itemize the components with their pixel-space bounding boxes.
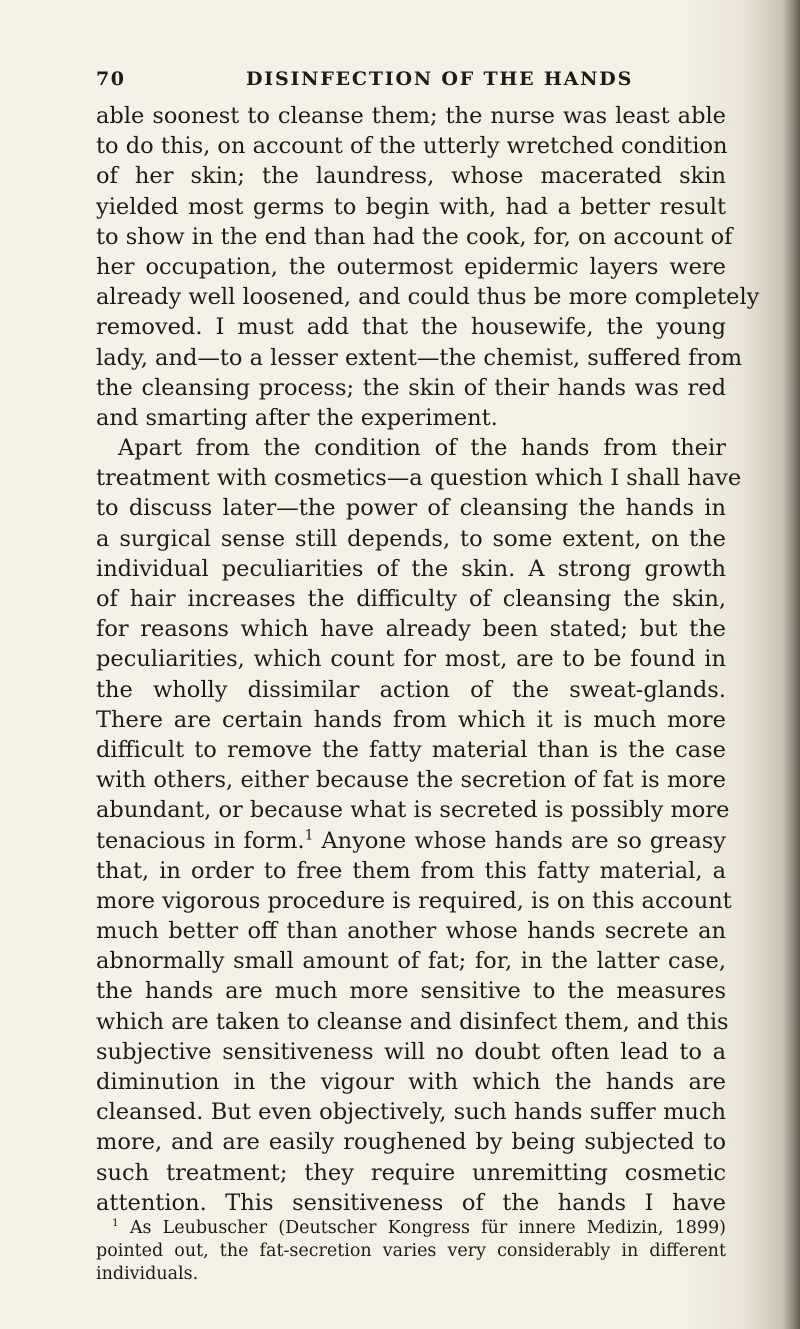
running-title: DISINFECTION OF THE HANDS [246, 68, 634, 90]
footnote-line [96, 1217, 726, 1240]
footnote-reference: 1 [304, 827, 314, 843]
page-number: 70 [96, 68, 126, 90]
page-header [96, 68, 716, 96]
text-line: diminution in the vigour with which the hands are [96, 1069, 726, 1095]
text-line: such treatment; they require unremitting cosmetic [96, 1159, 726, 1186]
body-text [96, 101, 760, 1218]
text-line: and smarting after the experiment. [96, 404, 498, 431]
text-line: treatment with cosmetics—a question which I shall have [96, 465, 742, 492]
text-fragment: tenacious in form. [96, 827, 305, 854]
text-line: of her skin; the laundress, whose macerated skin [96, 163, 726, 190]
text-line: more, and are easily roughened by being subjected to [96, 1129, 726, 1156]
text-line: more vigorous procedure is required, is on this account [96, 887, 732, 914]
text-line: much better off than another whose hands secrete an [96, 918, 726, 945]
text-line: that, in order to free them from this fatty material, a [96, 857, 726, 884]
text-line: cleansed. But even objectively, such hands suffer much [96, 1099, 726, 1126]
text-line: to do this, on account of the utterly wretched condition [96, 133, 728, 160]
footnote-text: As Leubuscher (Deutscher Kongress für innere Medizin, 1899) [129, 1218, 726, 1238]
text-line: removed. I must add that the housewife, the young [96, 314, 726, 341]
text-line: her occupation, the outermost epidermic layers were [96, 253, 726, 280]
text-line: of hair increases the difficulty of cleansing the skin, [96, 586, 726, 612]
footnote [96, 1217, 726, 1286]
text-line: which are taken to cleanse and disinfect them, and this [96, 1008, 729, 1035]
text-line: abnormally small amount of fat; for, in the latter case, [96, 948, 726, 975]
text-line: lady, and—to a lesser extent—the chemist, suffered from [96, 344, 743, 371]
footnote-marker: 1 [112, 1217, 119, 1230]
footnote-line: individuals. [96, 1264, 199, 1284]
text-line: the wholly dissimilar action of the sweat-glands. [96, 676, 726, 703]
text-line: to discuss later—the power of cleansing the hands in [96, 495, 726, 522]
text-line: attention. This sensitiveness of the hands I have [96, 1189, 726, 1216]
text-line: able soonest to cleanse them; the nurse was least able [96, 103, 726, 129]
text-line: subjective sensitiveness will no doubt often lead to a [96, 1038, 726, 1065]
footnote-line: pointed out, the fat-secretion varies very considerably in different [96, 1241, 726, 1261]
paragraph-start-line: Apart from the condition of the hands from their [118, 435, 726, 462]
text-line: already well loosened, and could thus be more completely [96, 284, 760, 311]
page-spine-shadow [782, 0, 800, 1329]
text-line: difficult to remove the fatty material than is the case [96, 736, 726, 763]
text-line: with others, either because the secretion of fat is more [96, 767, 726, 794]
text-line: individual peculiarities of the skin. A strong growth [96, 555, 726, 582]
text-line: to show in the end than had the cook, for, on account of [96, 223, 733, 250]
text-line: the cleansing process; the skin of their hands was red [96, 374, 726, 401]
text-line: for reasons which have already been stated; but the [96, 616, 726, 643]
text-line: peculiarities, which count for most, are to be found in [96, 646, 726, 673]
text-line-with-footnote [96, 826, 726, 856]
text-line: There are certain hands from which it is much more [96, 706, 726, 733]
text-fragment: Anyone whose hands are so greasy [321, 827, 727, 854]
text-line: yielded most germs to begin with, had a better result [96, 193, 726, 220]
text-line: a surgical sense still depends, to some extent, on the [96, 525, 726, 552]
text-line: abundant, or because what is secreted is possibly more [96, 797, 730, 824]
text-line: the hands are much more sensitive to the measures [96, 978, 726, 1005]
